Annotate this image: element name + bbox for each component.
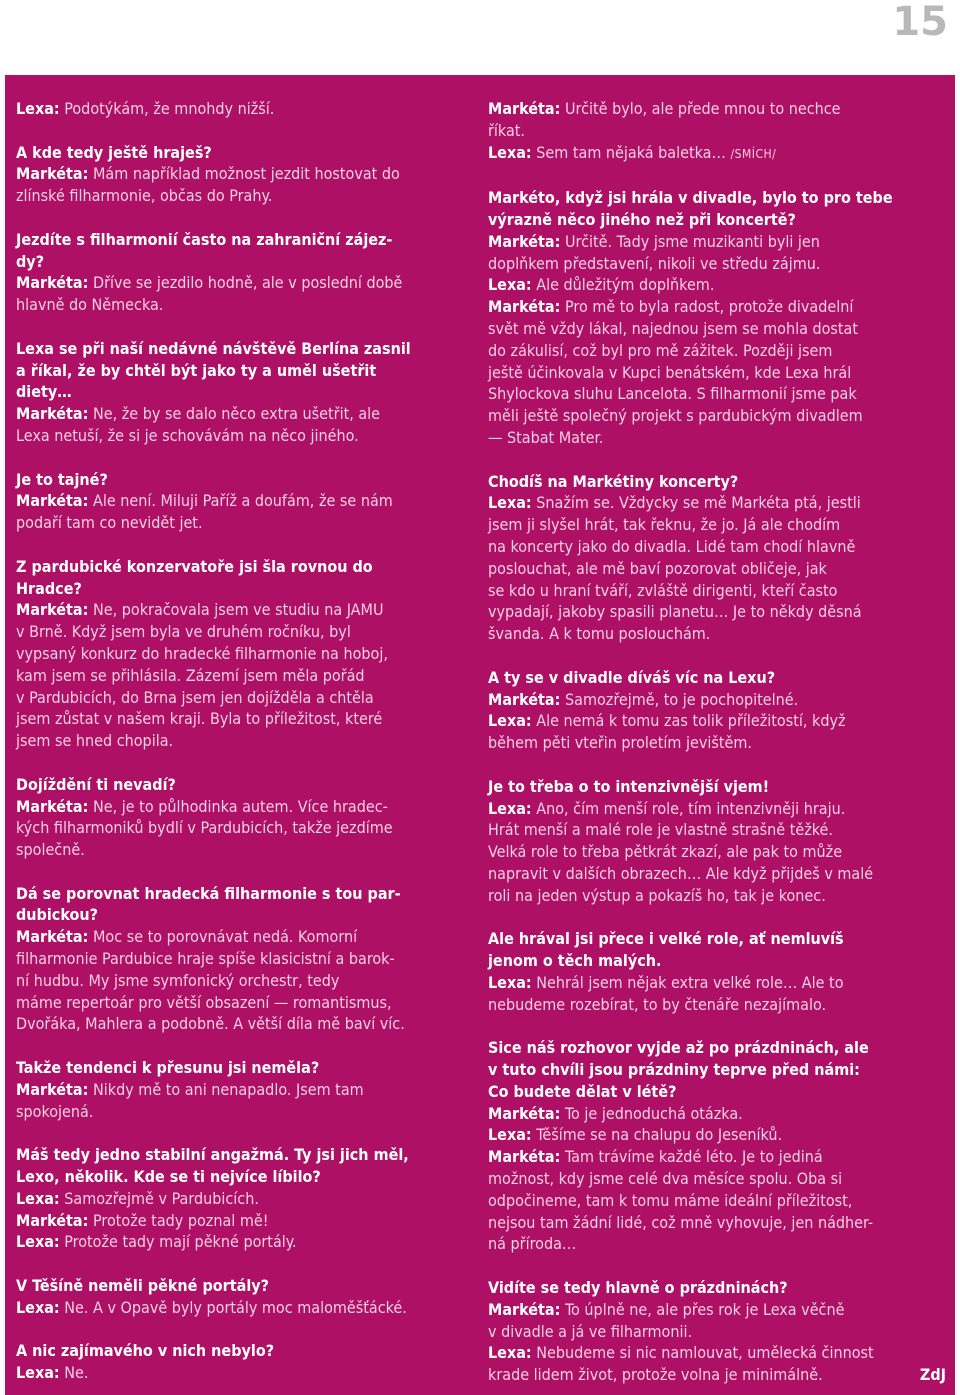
text-line	[16, 1079, 474, 1101]
text-line	[16, 904, 474, 926]
interview-block	[488, 98, 946, 165]
question-text: jenom o těch malých.	[488, 951, 662, 971]
answer-text: svět mě vždy lákal, najednou jsem se mohla dostat	[488, 318, 859, 338]
speaker-label: Markéta:	[488, 1147, 561, 1167]
speaker-label: Markéta:	[488, 99, 561, 118]
question-text: Je to třeba o to intenzivnější vjem!	[488, 776, 770, 796]
text-line	[16, 1144, 474, 1166]
text-line	[16, 1340, 474, 1362]
answer-text: v divadle a já ve filharmonii.	[488, 1321, 693, 1341]
answer-text: kých filharmoniků bydlí v Pardubicích, takže jezdíme	[16, 818, 393, 838]
text-line	[488, 732, 946, 754]
text-line	[488, 209, 946, 231]
text-line	[488, 253, 946, 275]
answer-text: měli ještě společný projekt s pardubickým divadlem	[488, 406, 863, 426]
interview-block	[488, 928, 946, 1015]
text-line	[488, 340, 946, 362]
answer-text: Hrát menší a malé role je vlastně strašně těžké.	[488, 820, 833, 840]
speaker-label: Markéta:	[16, 404, 89, 424]
interview-block	[16, 1057, 474, 1122]
answer-text: Protože tady mají pěkné portály.	[59, 1232, 297, 1252]
text-line	[16, 926, 474, 948]
text-line	[488, 492, 946, 514]
text-line	[16, 1188, 474, 1210]
text-line	[488, 601, 946, 623]
text-line	[488, 558, 946, 580]
answer-text: spokojená.	[16, 1101, 94, 1121]
text-line	[16, 163, 474, 185]
question-text: A kde tedy ještě hraješ?	[16, 142, 212, 162]
interview-block	[16, 883, 474, 1036]
text-line	[488, 1190, 946, 1212]
speaker-label: Lexa:	[16, 1232, 60, 1252]
text-line	[16, 970, 474, 992]
text-line	[488, 536, 946, 558]
interview-block	[16, 1275, 474, 1319]
text-line	[488, 885, 946, 907]
answer-text: jsem zůstat v našem kraji. Byla to příležitost, které	[16, 709, 383, 729]
speaker-label: Markéta:	[16, 491, 89, 511]
speaker-label: Markéta:	[488, 1103, 561, 1123]
answer-text: Ne.	[59, 1363, 89, 1383]
text-line	[488, 142, 946, 166]
answer-text: v Pardubicích, do Brna jsem jen dojížděla a chtěla	[16, 687, 374, 707]
text-line	[488, 1146, 946, 1168]
text-line	[488, 98, 946, 120]
speaker-label: Markéta:	[16, 796, 89, 816]
answer-text: Dříve se jezdilo hodně, ale v poslední době	[88, 273, 403, 293]
text-line	[16, 1057, 474, 1079]
answer-text: Mám například možnost jezdit hostovat do	[88, 164, 400, 184]
answer-text: Ne. A v Opavě byly portály moc maloměšťácké.	[59, 1297, 407, 1317]
answer-text: možnost, kdy jsme celé dva měsíce spolu. Oba si	[488, 1169, 843, 1189]
answer-text: Ne, že by se dalo něco extra ušetřit, ale	[88, 404, 381, 424]
text-line	[488, 296, 946, 318]
answer-text: Shylockova sluhu Lancelota. S filharmonií jsme pak	[488, 384, 857, 404]
answer-text: Sem tam nějaká baletka…	[531, 142, 731, 162]
answer-text: Velká role to třeba pětkrát zkazí, ale pak to může	[488, 842, 843, 862]
text-line	[16, 469, 474, 491]
text-line	[16, 708, 474, 730]
text-line	[488, 1124, 946, 1146]
answer-text: ještě účinkovala v Kupci benátském, kde Lexa hrál	[488, 362, 852, 382]
answer-text: poslouchat, ale mě baví pozorovat obličeje, jak	[488, 558, 827, 578]
text-line	[16, 665, 474, 687]
answer-text: Nehrál jsem nějak extra velké role… Ale to	[531, 972, 844, 992]
text-line	[488, 928, 946, 950]
speaker-label: Lexa:	[488, 972, 532, 992]
answer-text: napravit v dalších obrazech… Ale když přijdeš v malé	[488, 863, 874, 883]
answer-text: Tam trávíme každé léto. Je to jediná	[560, 1147, 823, 1167]
right-column	[488, 98, 946, 1386]
question-text: Vidíte se tedy hlavně o prázdninách?	[488, 1278, 788, 1298]
text-line	[16, 883, 474, 905]
interview-block	[488, 187, 946, 449]
speaker-label: Lexa:	[488, 798, 532, 818]
question-text: v tuto chvíli jsou prázdniny teprve před námi:	[488, 1060, 860, 1080]
answer-text: odpočineme, tam k tomu máme ideální příležitost,	[488, 1190, 853, 1210]
text-line	[488, 819, 946, 841]
text-line	[16, 621, 474, 643]
question-text: A ty se v divadle díváš víc na Lexu?	[488, 667, 776, 687]
text-line	[16, 251, 474, 273]
question-text: Hradce?	[16, 578, 82, 598]
speaker-label: Lexa:	[488, 142, 532, 162]
speaker-label: Lexa:	[16, 1297, 60, 1317]
answer-text: vypsaný konkurz do hradecké filharmonie na hoboj,	[16, 643, 388, 663]
text-line	[16, 1210, 474, 1232]
answer-text: roli na jeden výstup a pokazíš ho, tak je konec.	[488, 885, 826, 905]
text-line	[488, 1277, 946, 1299]
text-line	[488, 841, 946, 863]
left-column	[16, 98, 474, 1384]
text-line	[488, 1168, 946, 1190]
answer-text: Nikdy mě to ani nenapadlo. Jsem tam	[88, 1079, 364, 1099]
text-line	[16, 730, 474, 752]
answer-text: Moc se to porovnávat nedá. Komorní	[88, 927, 358, 947]
answer-text: doplňkem představení, nikoli ve středu zájmu.	[488, 253, 821, 273]
text-line	[16, 817, 474, 839]
interview-block	[488, 776, 946, 907]
text-line	[16, 643, 474, 665]
speaker-label: Lexa:	[488, 275, 532, 295]
answer-text: máme repertoár pro větší obsazení — romantismus,	[16, 992, 392, 1012]
speaker-label: Markéta:	[16, 164, 89, 184]
speaker-label: Lexa:	[488, 711, 532, 731]
answer-text: Podotýkám, že mnohdy nižší.	[59, 99, 275, 118]
text-line	[488, 972, 946, 994]
speaker-label: Lexa:	[488, 493, 532, 513]
text-line	[488, 274, 946, 296]
answer-text: Snažím se. Vždycky se mě Markéta ptá, jestli	[531, 493, 861, 513]
speaker-label: Markéta:	[16, 1079, 89, 1099]
speaker-label: Markéta:	[16, 600, 89, 620]
speaker-label: Lexa:	[488, 1125, 532, 1145]
text-line	[488, 710, 946, 732]
text-line	[488, 405, 946, 427]
text-line	[488, 863, 946, 885]
interview-block	[488, 1037, 946, 1255]
answer-text: hlavně do Německa.	[16, 295, 164, 315]
answer-text: kam jsem se přihlásila. Zázemí jsem měla pořád	[16, 665, 365, 685]
text-line	[488, 689, 946, 711]
answer-text: Určitě. Tady jsme muzikanti byli jen	[560, 231, 820, 251]
answer-text: jsem ji slyšel hrát, tak řeknu, že jo. Já ale chodím	[488, 515, 841, 535]
question-text: a říkal, že by chtěl být jako ty a uměl ušetřit	[16, 360, 377, 380]
page-number: 15	[892, 0, 948, 45]
text-line	[16, 185, 474, 207]
text-line	[488, 1233, 946, 1255]
question-text: výrazně něco jiného než při koncertě?	[488, 209, 796, 229]
answer-text: Ale není. Miluji Paříž a doufám, že se nám	[88, 491, 393, 511]
interview-block	[16, 142, 474, 207]
text-line	[488, 1059, 946, 1081]
answer-text: v Brně. Když jsem byla ve druhém ročníku, byl	[16, 622, 351, 642]
answer-text: Samozřejmě, to je pochopitelné.	[560, 689, 799, 709]
answer-text: Těšíme se na chalupu do Jeseníků.	[531, 1125, 783, 1145]
text-line	[16, 1362, 474, 1384]
interview-block	[16, 229, 474, 316]
text-line	[16, 1013, 474, 1035]
answer-text: říkat.	[488, 120, 525, 140]
answer-text: během pěti vteřin proletím jevištěm.	[488, 733, 752, 753]
question-text: A nic zajímavého v nich nebylo?	[16, 1341, 275, 1361]
text-line	[488, 1364, 946, 1386]
answer-text: Ale nemá k tomu zas tolik příležitostí, když	[531, 711, 846, 731]
question-text: V Těšíně neměli pěkné portály?	[16, 1276, 269, 1296]
author-signature: ZdJ	[919, 1365, 946, 1385]
answer-text: ná příroda…	[488, 1234, 577, 1254]
text-line	[488, 318, 946, 340]
question-text: dy?	[16, 251, 45, 271]
text-line	[16, 403, 474, 425]
answer-text: podaří tam co nevidět jet.	[16, 513, 203, 533]
text-line	[16, 490, 474, 512]
text-line	[16, 98, 474, 120]
speaker-label: Markéta:	[488, 689, 561, 709]
text-line	[488, 1081, 946, 1103]
answer-text: — Stabat Mater.	[488, 427, 604, 447]
interview-block	[488, 1277, 946, 1386]
question-text: Je to tajné?	[16, 469, 108, 489]
text-line	[16, 839, 474, 861]
text-line	[16, 294, 474, 316]
speaker-label: Markéta:	[16, 927, 89, 947]
text-line	[16, 381, 474, 403]
text-line	[16, 229, 474, 251]
answer-text: krade lidem život, protože volna je minimálně.	[488, 1365, 823, 1385]
text-line	[16, 425, 474, 447]
speaker-label: Lexa:	[488, 1343, 532, 1363]
text-line	[488, 776, 946, 798]
text-line	[488, 950, 946, 972]
text-line	[16, 512, 474, 534]
answer-text: Ne, je to půlhodinka autem. Více hradec-	[88, 796, 388, 816]
speaker-label: Lexa:	[16, 1188, 60, 1208]
text-line	[488, 514, 946, 536]
text-line	[488, 120, 946, 142]
text-line	[488, 1299, 946, 1321]
text-line	[488, 1103, 946, 1125]
text-line	[488, 1212, 946, 1234]
text-line	[16, 338, 474, 360]
text-line	[16, 599, 474, 621]
answer-text: Ano, čím menší role, tím intenzivněji hraju.	[531, 798, 846, 818]
text-line	[16, 1166, 474, 1188]
text-line	[488, 623, 946, 645]
answer-text: Ne, pokračovala jsem ve studiu na JAMU	[88, 600, 384, 620]
speaker-label: Markéta:	[488, 231, 561, 251]
question-text: Co budete dělat v létě?	[488, 1081, 677, 1101]
answer-text: společně.	[16, 840, 85, 860]
text-line	[16, 774, 474, 796]
text-line	[488, 1321, 946, 1343]
interview-block	[16, 98, 474, 120]
answer-text: To je jednoduchá otázka.	[560, 1103, 743, 1123]
text-line	[16, 578, 474, 600]
answer-text: filharmonie Pardubice hraje spíše klasicistní a barok-	[16, 949, 395, 969]
question-text: Dá se porovnat hradecká filharmonie s tou par-	[16, 883, 401, 903]
answer-text: se kdo u hraní tváří, zvláště dirigenti, kteří často	[488, 580, 838, 600]
interview-block	[488, 667, 946, 754]
interview-block	[16, 556, 474, 752]
text-line	[488, 798, 946, 820]
text-line	[488, 383, 946, 405]
text-line	[488, 667, 946, 689]
answer-text: ní hudbu. My jsme symfonický orchestr, tedy	[16, 970, 340, 990]
interview-block	[16, 469, 474, 534]
answer-text: na koncerty jako do divadla. Lidé tam chodí hlavně	[488, 536, 856, 556]
answer-text: Lexa netuší, že si je schovávám na něco jiného.	[16, 425, 359, 445]
answer-text: Pro mě to byla radost, protože divadelní	[560, 297, 854, 317]
answer-text: jsem se hned chopila.	[16, 731, 174, 751]
speaker-label: Lexa:	[16, 1363, 60, 1383]
text-line	[488, 1342, 946, 1364]
text-line	[16, 1297, 474, 1319]
question-text: dubickou?	[16, 905, 98, 925]
question-text: diety…	[16, 382, 72, 402]
answer-text: /SMÍCH/	[730, 146, 777, 161]
speaker-label: Markéta:	[488, 1299, 561, 1319]
speaker-label: Lexa:	[16, 99, 60, 118]
interview-block	[16, 1340, 474, 1384]
text-line	[488, 231, 946, 253]
answer-text: zlínské filharmonie, občas do Prahy.	[16, 186, 273, 206]
answer-text: nejsou tam žádní lidé, což mně vyhovuje, jen nádher-	[488, 1212, 874, 1232]
question-text: Chodíš na Markétiny koncerty?	[488, 471, 739, 491]
answer-text: To úplně ne, ale přes rok je Lexa věčně	[560, 1299, 845, 1319]
question-text: Lexo, několik. Kde se ti nejvíce líbilo?	[16, 1167, 321, 1187]
question-text: Z pardubické konzervatoře jsi šla rovnou do	[16, 556, 373, 576]
text-line	[488, 362, 946, 384]
answer-text: Protože tady poznal mě!	[88, 1210, 269, 1230]
question-text: Takže tendenci k přesunu jsi neměla?	[16, 1058, 320, 1078]
text-line	[16, 142, 474, 164]
interview-block	[488, 471, 946, 645]
answer-text: Dvořáka, Mahlera a podobně. A větší díla mě baví víc.	[16, 1014, 405, 1034]
text-line	[16, 687, 474, 709]
answer-text: vypadají, jakoby spasili planetu… Je to někdy děsná	[488, 602, 862, 622]
speaker-label: Markéta:	[488, 297, 561, 317]
question-text: Máš tedy jedno stabilní angažmá. Ty jsi jich měl,	[16, 1145, 409, 1165]
interview-block	[16, 774, 474, 861]
answer-text: do zákulisí, což byl pro mě zážitek. Později jsem	[488, 340, 833, 360]
interview-block	[16, 1144, 474, 1253]
text-line	[16, 1231, 474, 1253]
answer-text: nebudeme rozebírat, to by čtenáře nezajímalo.	[488, 994, 827, 1014]
question-text: Dojíždění ti nevadí?	[16, 774, 176, 794]
answer-text: Samozřejmě v Pardubicích.	[59, 1188, 259, 1208]
question-text: Markéto, když jsi hrála v divadle, bylo to pro tebe	[488, 188, 893, 208]
text-line	[488, 580, 946, 602]
speaker-label: Markéta:	[16, 273, 89, 293]
text-line	[488, 187, 946, 209]
text-line	[16, 948, 474, 970]
text-line	[16, 1101, 474, 1123]
text-line	[16, 360, 474, 382]
text-line	[16, 556, 474, 578]
text-line	[488, 471, 946, 493]
answer-text: švanda. A k tomu poslouchám.	[488, 624, 711, 644]
interview-block	[16, 338, 474, 447]
answer-text: Nebudeme si nic namlouvat, umělecká činnost	[531, 1343, 874, 1363]
text-line	[16, 992, 474, 1014]
text-line	[16, 1275, 474, 1297]
question-text: Ale hrával jsi přece i velké role, ať nemluvíš	[488, 929, 844, 949]
question-text: Lexa se při naší nedávné návštěvě Berlína zasnil	[16, 338, 411, 358]
answer-text: Ale důležitým doplňkem.	[531, 275, 715, 295]
text-line	[488, 994, 946, 1016]
question-text: Sice náš rozhovor vyjde až po prázdninách, ale	[488, 1038, 869, 1058]
text-line	[488, 1037, 946, 1059]
text-line	[16, 272, 474, 294]
question-text: Jezdíte s filharmonií často na zahraniční zájez-	[16, 229, 393, 249]
speaker-label: Markéta:	[16, 1210, 89, 1230]
text-line	[488, 427, 946, 449]
answer-text: Určitě bylo, ale přede mnou to nechce	[560, 99, 841, 118]
text-line	[16, 796, 474, 818]
